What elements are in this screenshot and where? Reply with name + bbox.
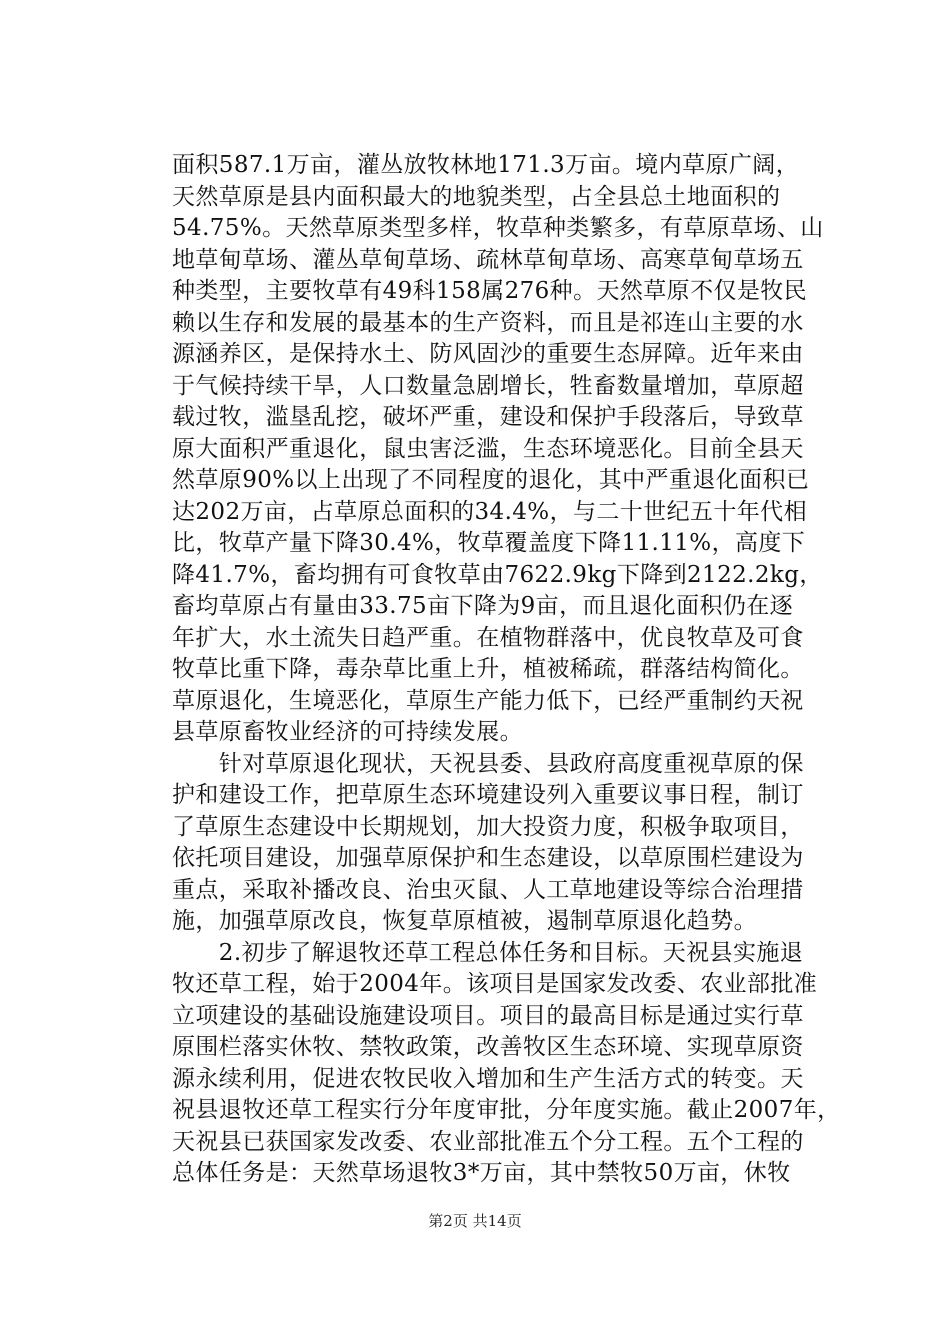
text-line: 立项建设的基础设施建设项目。项目的最高目标是通过实行草 [172, 1002, 804, 1029]
text-line: 赖以生存和发展的最基本的生产资料，而且是祁连山主要的水 [172, 309, 804, 336]
page-number-label: 第2页 共14页 [428, 1212, 522, 1230]
text-line: 牧还草工程，始于2004年。该项目是国家发改委、农业部批准 [172, 971, 818, 997]
text-line: 依托项目建设，加强草原保护和生态建设，以草原围栏建设为 [172, 845, 804, 871]
text-line: 针对草原退化现状，天祝县委、县政府高度重视草原的保 [172, 750, 804, 777]
text-line: 载过牧，滥垦乱挖，破坏严重，建设和保护手段落后，导致草 [172, 404, 804, 430]
text-line: 源涵养区，是保持水土、防风固沙的重要生态屏障。近年来由 [172, 341, 804, 367]
text-line: 施，加强草原改良，恢复草原植被，遏制草原退化趋势。 [172, 908, 757, 934]
text-line: 草原退化，生境恶化，草原生产能力低下，已经严重制约天祝 [172, 687, 804, 714]
text-line: 护和建设工作，把草原生态环境建设列入重要议事日程，制订 [172, 782, 804, 808]
text-line: 年扩大，水土流失日趋严重。在植物群落中，优良牧草及可食 [172, 624, 804, 651]
text-line: 于气候持续干旱，人口数量急剧增长，牲畜数量增加，草原超 [172, 372, 804, 399]
text-line: 原围栏落实休牧、禁牧政策，改善牧区生态环境、实现草原资 [172, 1034, 804, 1060]
text-line: 降41.7%，畜均拥有可食牧草由7622.9kg下降到2122.2kg， [172, 561, 823, 588]
text-line: 畜均草原占有量由33.75亩下降为9亩，而且退化面积仍在逐 [172, 593, 794, 619]
text-line: 了草原生态建设中长期规划，加大投资力度，积极争取项目， [172, 813, 804, 840]
text-line: 总体任务是：天然草场退牧3*万亩，其中禁牧50万亩，休牧 [172, 1160, 791, 1186]
text-line: 54.75%。天然草原类型多样，牧草种类繁多，有草原草场、山 [172, 215, 824, 241]
text-line: 祝县退牧还草工程实行分年度审批，分年度实施。截止2007年， [172, 1097, 841, 1123]
text-line: 天然草原是县内面积最大的地貌类型，占全县总土地面积的 [172, 183, 781, 210]
page-footer [0, 1210, 950, 1231]
text-line: 种类型，主要牧草有49科158属276种。天然草原不仅是牧民 [172, 278, 808, 304]
text-line: 地草甸草场、灌丛草甸草场、疏林草甸草场、高寒草甸草场五 [172, 246, 804, 273]
text-line: 源永续利用，促进农牧民收入增加和生产生活方式的转变。天 [172, 1065, 804, 1092]
text-line: 2.初步了解退牧还草工程总体任务和目标。天祝县实施退 [172, 939, 804, 966]
text-line: 比，牧草产量下降30.4%，牧草覆盖度下降11.11%，高度下 [172, 530, 806, 556]
text-line: 牧草比重下降，毒杂草比重上升，植被稀疏，群落结构简化。 [172, 656, 804, 682]
text-line: 重点，采取补播改良、治虫灭鼠、人工草地建设等综合治理措 [172, 876, 804, 903]
text-line: 天祝县已获国家发改委、农业部批准五个分工程。五个工程的 [172, 1128, 804, 1155]
text-line: 原大面积严重退化，鼠虫害泛滥，生态环境恶化。目前全县天 [172, 435, 804, 462]
text-line: 县草原畜牧业经济的可持续发展。 [172, 719, 523, 745]
text-line: 达202万亩，占草原总面积的34.4%，与二十世纪五十年代相 [172, 498, 807, 525]
document-body [172, 150, 841, 1190]
text-line: 然草原90%以上出现了不同程度的退化，其中严重退化面积已 [172, 467, 810, 493]
text-line: 面积587.1万亩，灌丛放牧林地171.3万亩。境内草原广阔， [172, 152, 800, 178]
